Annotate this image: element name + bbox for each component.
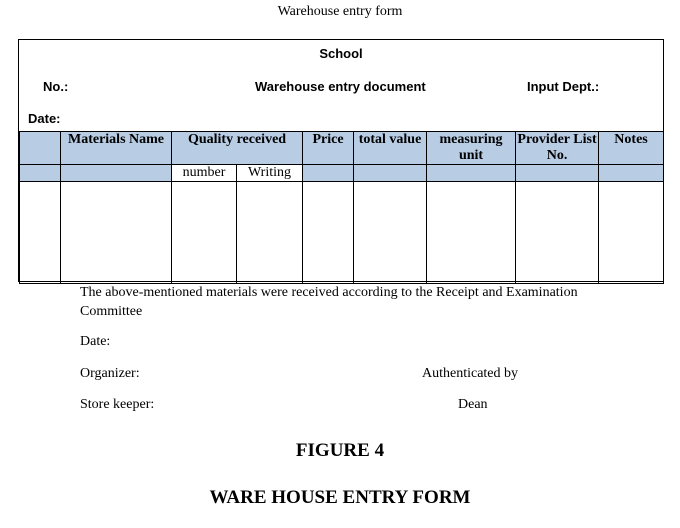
header-quality-received: Quality received [172, 132, 303, 165]
document-title: Warehouse entry document [255, 79, 426, 94]
dean-label: Dean [458, 397, 488, 412]
blank-header-cell [20, 132, 61, 165]
figure-title: WARE HOUSE ENTRY FORM [209, 487, 471, 508]
authenticated-by-label: Authenticated by [422, 366, 519, 381]
header-provider-list-no: Provider List No. [517, 132, 597, 163]
input-dept-label: Input Dept.: [527, 79, 600, 94]
header-materials-name: Materials Name [61, 132, 172, 165]
header-total-value: total value [354, 132, 427, 165]
table-cell [61, 182, 172, 284]
footer-date-label: Date: [80, 334, 111, 349]
page-title: Warehouse entry form [277, 4, 403, 19]
table-cell [354, 182, 427, 284]
receipt-statement: The above-mentioned materials were received according to the Receipt and Examination Committee [80, 285, 578, 319]
subheader-cell [516, 165, 599, 182]
subheader-cell [20, 165, 61, 182]
entry-table [19, 131, 664, 284]
subheader-cell [599, 165, 664, 182]
store-keeper-label: Store keeper: [80, 397, 155, 412]
table-cell [20, 182, 61, 284]
header-notes: Notes [599, 132, 664, 165]
subheader-cell [427, 165, 516, 182]
subheader-cell [354, 165, 427, 182]
header-measuring-unit: measuring unit [427, 132, 516, 165]
table-cell [237, 182, 303, 284]
subheader-number: number [172, 165, 237, 182]
table-cell [516, 182, 599, 284]
table-cell [172, 182, 237, 284]
header-price: Price [303, 132, 354, 165]
form-date-label: Date: [28, 111, 61, 126]
number-label: No.: [43, 79, 69, 94]
subheader-cell [303, 165, 354, 182]
table-cell [599, 182, 664, 284]
figure-number: FIGURE 4 [295, 440, 385, 461]
organizer-label: Organizer: [80, 366, 140, 381]
school-label: School [319, 46, 363, 61]
table-cell [427, 182, 516, 284]
subheader-writing: Writing [237, 165, 303, 182]
warehouse-entry-form [18, 39, 664, 282]
subheader-cell [61, 165, 172, 182]
table-cell [303, 182, 354, 284]
